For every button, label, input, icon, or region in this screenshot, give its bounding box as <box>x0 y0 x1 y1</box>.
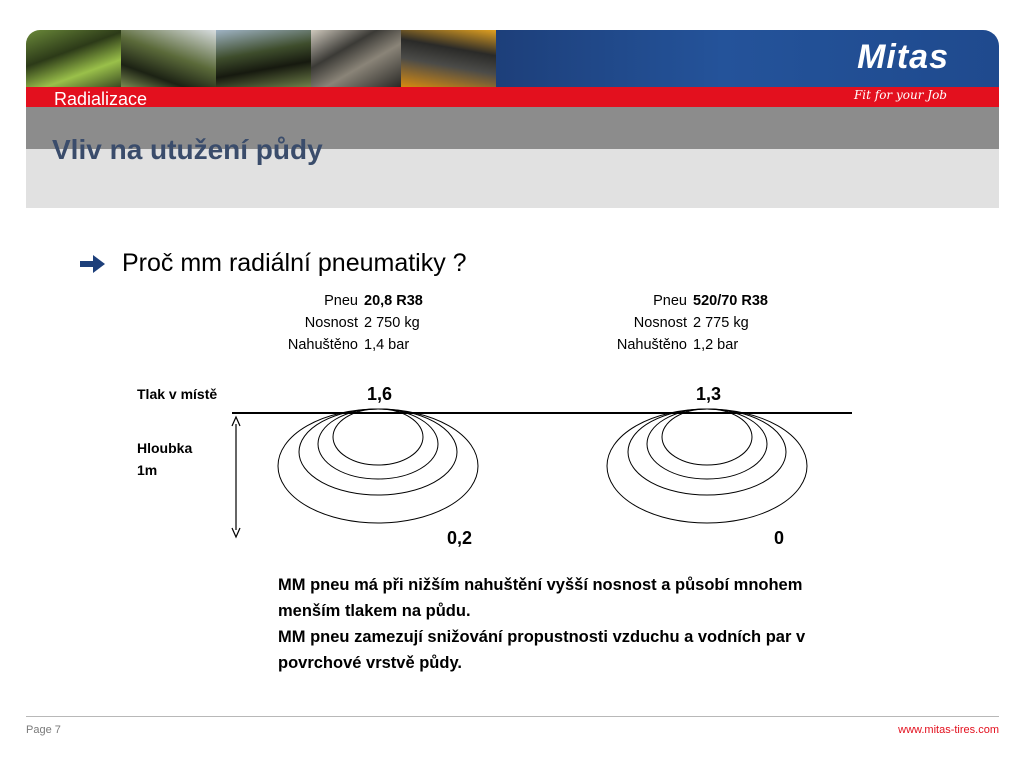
nosnost-value: 2 775 kg <box>693 315 749 331</box>
conclusion-line-1: MM pneu má při nižším nahuštění vyšší nosnost a působí mnohem menším tlakem na půdu. <box>278 576 803 620</box>
pneu-value: 520/70 R38 <box>693 293 768 309</box>
left-pressure-top: 1,6 <box>367 384 393 404</box>
pneu-label: Pneu <box>653 293 687 309</box>
page-number: Page 7 <box>26 724 61 736</box>
pneu-value: 20,8 R38 <box>364 293 423 309</box>
nosnost-label: Nosnost <box>304 315 358 331</box>
pressure-label: Tlak v místě <box>137 386 218 402</box>
tagline: Fit for your Job <box>853 88 947 102</box>
bullet-text: Proč mm radiální pneumatiky ? <box>122 249 467 277</box>
nahusteno-label: Nahuštěno <box>287 337 358 353</box>
pneu-label: Pneu <box>324 293 358 309</box>
nosnost-value: 2 750 kg <box>364 315 420 331</box>
conclusion-text <box>278 572 858 676</box>
depth-label: Hloubka <box>137 440 193 456</box>
depth-unit-label: 1m <box>137 462 158 478</box>
conclusion-line-2: MM pneu zamezují snižování propustnosti vzduchu a vodních par v povrchové vrstvě půdy. <box>278 628 806 672</box>
section-label: Radializace <box>54 89 148 109</box>
nahusteno-value: 1,4 bar <box>364 337 410 353</box>
footer-divider <box>26 716 999 717</box>
left-pressure-bottom: 0,2 <box>447 528 473 548</box>
website-link[interactable]: www.mitas-tires.com <box>898 724 999 736</box>
right-pressure-top: 1,3 <box>696 384 722 404</box>
nahusteno-label: Nahuštěno <box>616 337 687 353</box>
left-pressure-bulbs <box>278 409 478 523</box>
depth-arrow <box>232 417 240 537</box>
slide-title: Vliv na utužení půdy <box>52 134 323 165</box>
nosnost-label: Nosnost <box>633 315 687 331</box>
nahusteno-value: 1,2 bar <box>693 337 739 353</box>
right-pressure-bulbs <box>607 409 807 523</box>
mitas-logo: Mitas <box>857 38 949 76</box>
right-pressure-bottom: 0 <box>774 528 785 548</box>
